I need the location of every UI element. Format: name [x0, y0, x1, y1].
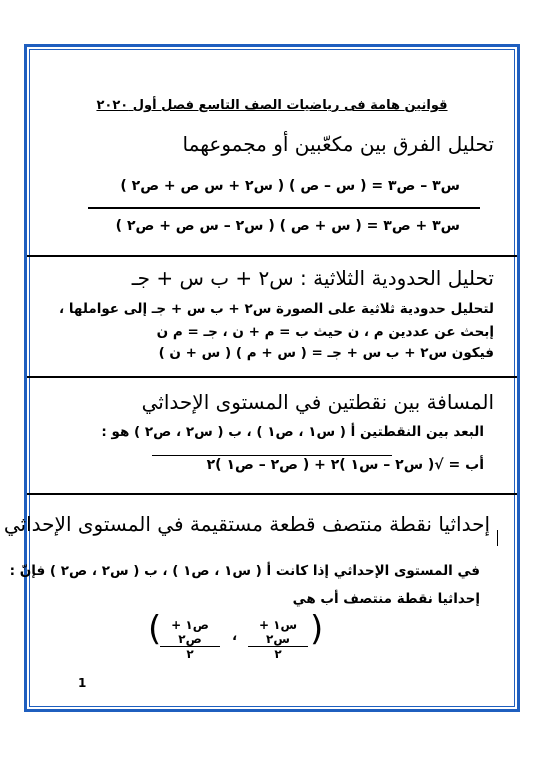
- midpoint-separator: ،: [232, 628, 238, 644]
- midpoint-y-numerator: ص١ + ص٢: [160, 618, 220, 647]
- midpoint-x-numerator: س١ + س٢: [248, 618, 308, 647]
- midpoint-close-paren: ): [310, 609, 324, 649]
- section3-distance-formula: أب = √( س٢ – س١ )٢ + ( ص٢ – ص١ )٢: [206, 457, 484, 473]
- midpoint-x-denominator: ٢: [274, 647, 282, 661]
- midpoint-x-fraction: [248, 618, 308, 661]
- section1-formula-difference: س٣ – ص٣ = ( س – ص ) ( س٢ + س ص + ص٢ ): [120, 178, 460, 194]
- midpoint-y-fraction: [160, 618, 220, 661]
- section4-heading: إحداثيا نقطة منتصف قطعة مستقيمة في المستوى الإحداثي: [3, 512, 490, 536]
- document-title: قوانين هامة فى رياضيات الصف التاسع فصل أول ٢٠٢٠: [96, 98, 448, 113]
- section-divider-2: [27, 376, 517, 378]
- section-divider-3: [27, 493, 517, 495]
- sqrt-overline: [152, 455, 392, 456]
- section-divider-1: [27, 255, 517, 257]
- section4-line1: في المستوى الإحداثي إذا كانت أ ( س١ ، ص١ ) ، ب ( س٢ ، ص٢ ) فإنّ :: [9, 563, 480, 579]
- section1-heading: تحليل الفرق بين مكعّبين أو مجموعهما: [182, 132, 494, 156]
- section2-heading: تحليل الحدودية الثلاثية : س٢ + ب س + جـ: [131, 266, 494, 290]
- section3-heading: المسافة بين نقطتين في المستوى الإحداثي: [141, 390, 494, 414]
- section1-formula-separator: [88, 207, 480, 209]
- midpoint-y-denominator: ٢: [186, 647, 194, 661]
- section2-line2: إبحث عن عددين م ، ن حيث ب = م + ن ، جـ = م ن: [156, 324, 494, 340]
- section1-formula-sum: س٣ + ص٣ = ( س + ص ) ( س٢ – س ص + ص٢ ): [115, 218, 460, 234]
- text-cursor: [497, 530, 498, 546]
- section4-line2: إحداثيا نقطة منتصف أب هي: [292, 591, 480, 607]
- section2-line3: فيكون س٢ + ب س + جـ = ( س + م ) ( س + ن ): [158, 345, 494, 361]
- midpoint-open-paren: (: [148, 609, 162, 649]
- page-number: 1: [78, 676, 87, 690]
- section3-line1: البعد بين النقطتين أ ( س١ ، ص١ ) ، ب ( س٢ ، ص٢ ) هو :: [101, 424, 484, 440]
- section2-line1: لتحليل حدودية ثلاثية على الصورة س٢ + ب س + جـ إلى عواملها ،: [59, 301, 494, 317]
